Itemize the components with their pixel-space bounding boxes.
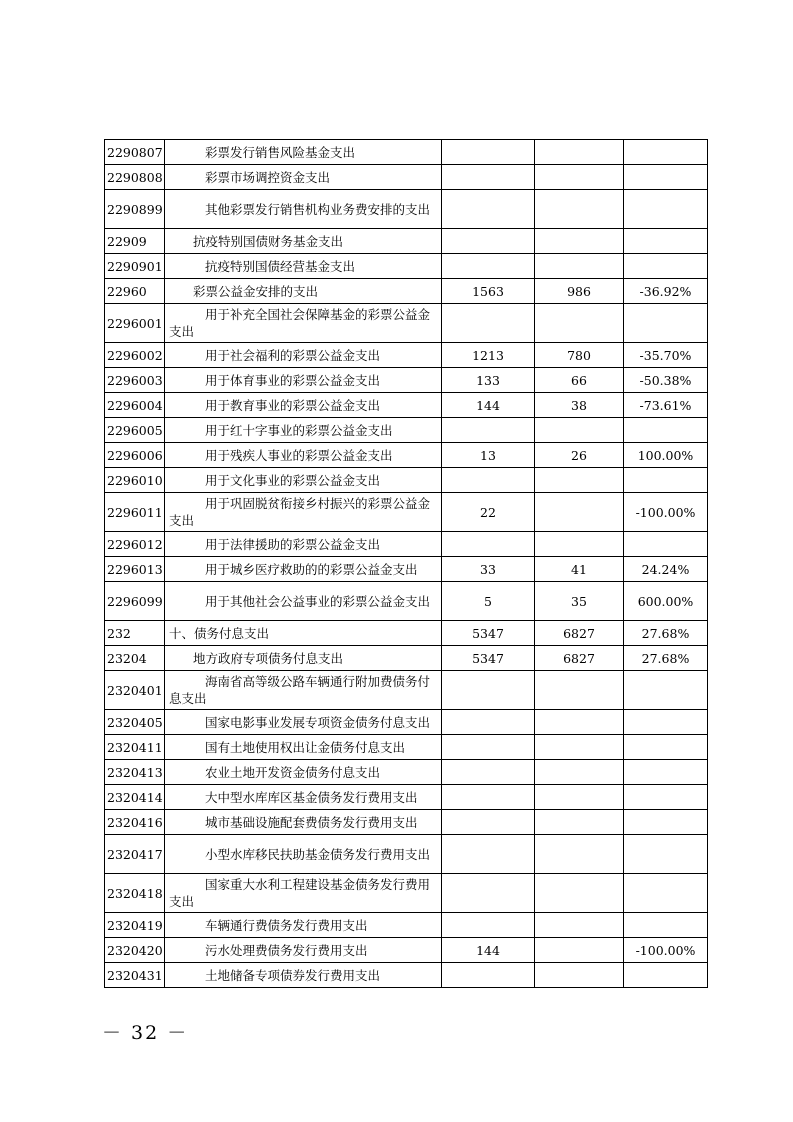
row-value-2-cell <box>535 874 624 913</box>
row-value-2-cell <box>535 671 624 710</box>
row-code-cell: 2320414 <box>105 785 165 810</box>
row-code-cell: 2296003 <box>105 368 165 393</box>
row-value-1-cell <box>442 810 535 835</box>
row-code-cell: 2320419 <box>105 913 165 938</box>
table-row <box>105 254 708 279</box>
row-value-2-cell <box>535 810 624 835</box>
row-value-2-cell <box>535 785 624 810</box>
row-code-cell: 2290901 <box>105 254 165 279</box>
row-change-cell <box>624 760 708 785</box>
row-change-cell: -100.00% <box>624 493 708 532</box>
row-name-cell: 抗疫特别国债财务基金支出 <box>165 229 442 254</box>
row-value-2-cell: 26 <box>535 443 624 468</box>
row-value-1-cell: 22 <box>442 493 535 532</box>
row-name-cell: 地方政府专项债务付息支出 <box>165 646 442 671</box>
table-row <box>105 493 708 532</box>
row-code-cell: 2320431 <box>105 963 165 988</box>
row-value-1-cell: 33 <box>442 557 535 582</box>
row-value-1-cell <box>442 835 535 874</box>
row-name-cell: 彩票发行销售风险基金支出 <box>165 140 442 165</box>
row-change-cell <box>624 165 708 190</box>
row-change-cell: 24.24% <box>624 557 708 582</box>
row-code-cell: 22960 <box>105 279 165 304</box>
row-value-2-cell <box>535 418 624 443</box>
row-value-2-cell: 66 <box>535 368 624 393</box>
row-code-cell: 23204 <box>105 646 165 671</box>
row-value-2-cell: 986 <box>535 279 624 304</box>
row-code-cell: 2296011 <box>105 493 165 532</box>
row-value-1-cell <box>442 140 535 165</box>
row-value-2-cell <box>535 760 624 785</box>
row-value-2-cell: 780 <box>535 343 624 368</box>
row-code-cell: 2320417 <box>105 835 165 874</box>
row-value-1-cell <box>442 468 535 493</box>
row-value-2-cell <box>535 229 624 254</box>
row-name-cell: 用于体育事业的彩票公益金支出 <box>165 368 442 393</box>
row-change-cell <box>624 710 708 735</box>
row-code-cell: 2320405 <box>105 710 165 735</box>
row-value-1-cell <box>442 760 535 785</box>
row-code-cell: 2296006 <box>105 443 165 468</box>
table-row <box>105 279 708 304</box>
row-change-cell <box>624 254 708 279</box>
row-code-cell: 2296099 <box>105 582 165 621</box>
row-change-cell: -35.70% <box>624 343 708 368</box>
table-body <box>105 140 708 988</box>
table-row <box>105 343 708 368</box>
row-change-cell <box>624 874 708 913</box>
table-row <box>105 646 708 671</box>
expenditure-table <box>104 139 708 988</box>
row-change-cell <box>624 671 708 710</box>
row-name-cell: 十、债务付息支出 <box>165 621 442 646</box>
row-value-1-cell: 5 <box>442 582 535 621</box>
row-name-cell: 用于补充全国社会保障基金的彩票公益金支出 <box>165 304 442 343</box>
row-value-2-cell <box>535 304 624 343</box>
row-value-2-cell <box>535 835 624 874</box>
row-change-cell: -73.61% <box>624 393 708 418</box>
row-value-1-cell: 144 <box>442 938 535 963</box>
table-row <box>105 735 708 760</box>
row-name-cell: 用于社会福利的彩票公益金支出 <box>165 343 442 368</box>
row-value-2-cell <box>535 468 624 493</box>
table-row <box>105 418 708 443</box>
row-value-1-cell <box>442 735 535 760</box>
row-change-cell <box>624 835 708 874</box>
row-value-1-cell <box>442 963 535 988</box>
row-value-1-cell <box>442 165 535 190</box>
row-value-2-cell <box>535 140 624 165</box>
row-value-1-cell <box>442 671 535 710</box>
row-code-cell: 2296002 <box>105 343 165 368</box>
row-change-cell <box>624 810 708 835</box>
row-value-1-cell <box>442 785 535 810</box>
table-row <box>105 140 708 165</box>
row-code-cell: 2296004 <box>105 393 165 418</box>
row-change-cell <box>624 190 708 229</box>
row-name-cell: 彩票市场调控资金支出 <box>165 165 442 190</box>
row-value-1-cell: 5347 <box>442 646 535 671</box>
row-value-1-cell <box>442 304 535 343</box>
row-code-cell: 2290807 <box>105 140 165 165</box>
row-value-2-cell <box>535 735 624 760</box>
row-value-1-cell: 13 <box>442 443 535 468</box>
table-row <box>105 671 708 710</box>
row-code-cell: 232 <box>105 621 165 646</box>
row-change-cell <box>624 418 708 443</box>
row-name-cell: 国家重大水利工程建设基金债务发行费用支出 <box>165 874 442 913</box>
row-change-cell: 100.00% <box>624 443 708 468</box>
row-name-cell: 城市基础设施配套费债务发行费用支出 <box>165 810 442 835</box>
row-name-cell: 大中型水库库区基金债务发行费用支出 <box>165 785 442 810</box>
row-name-cell: 污水处理费债务发行费用支出 <box>165 938 442 963</box>
table-row <box>105 229 708 254</box>
row-change-cell <box>624 735 708 760</box>
table-row <box>105 785 708 810</box>
table-row <box>105 368 708 393</box>
row-name-cell: 用于红十字事业的彩票公益金支出 <box>165 418 442 443</box>
table-row <box>105 760 708 785</box>
row-name-cell: 用于巩固脱贫衔接乡村振兴的彩票公益金支出 <box>165 493 442 532</box>
row-name-cell: 用于城乡医疗救助的的彩票公益金支出 <box>165 557 442 582</box>
row-value-1-cell <box>442 532 535 557</box>
row-change-cell: 27.68% <box>624 646 708 671</box>
row-change-cell <box>624 532 708 557</box>
row-value-2-cell <box>535 963 624 988</box>
row-value-1-cell <box>442 229 535 254</box>
row-value-2-cell <box>535 710 624 735</box>
row-value-2-cell <box>535 190 624 229</box>
row-name-cell: 土地储备专项债券发行费用支出 <box>165 963 442 988</box>
row-code-cell: 2296012 <box>105 532 165 557</box>
table-row <box>105 874 708 913</box>
row-value-1-cell <box>442 913 535 938</box>
row-value-1-cell <box>442 710 535 735</box>
row-change-cell <box>624 468 708 493</box>
row-code-cell: 2320401 <box>105 671 165 710</box>
table-row <box>105 835 708 874</box>
row-change-cell <box>624 913 708 938</box>
row-change-cell: -50.38% <box>624 368 708 393</box>
row-change-cell <box>624 229 708 254</box>
row-code-cell: 2320416 <box>105 810 165 835</box>
row-change-cell <box>624 785 708 810</box>
table-row <box>105 810 708 835</box>
row-name-cell: 海南省高等级公路车辆通行附加费债务付息支出 <box>165 671 442 710</box>
row-change-cell <box>624 140 708 165</box>
row-code-cell: 2320411 <box>105 735 165 760</box>
row-name-cell: 用于文化事业的彩票公益金支出 <box>165 468 442 493</box>
row-value-1-cell <box>442 190 535 229</box>
table-row <box>105 468 708 493</box>
row-code-cell: 2290808 <box>105 165 165 190</box>
row-value-2-cell <box>535 254 624 279</box>
row-name-cell: 用于其他社会公益事业的彩票公益金支出 <box>165 582 442 621</box>
row-value-1-cell <box>442 874 535 913</box>
row-value-1-cell <box>442 418 535 443</box>
row-value-2-cell <box>535 938 624 963</box>
row-value-2-cell <box>535 493 624 532</box>
row-value-1-cell: 144 <box>442 393 535 418</box>
row-value-2-cell: 41 <box>535 557 624 582</box>
row-name-cell: 抗疫特别国债经营基金支出 <box>165 254 442 279</box>
row-code-cell: 2296001 <box>105 304 165 343</box>
table-row <box>105 190 708 229</box>
row-code-cell: 2290899 <box>105 190 165 229</box>
table-row <box>105 443 708 468</box>
table-row <box>105 938 708 963</box>
row-value-2-cell <box>535 532 624 557</box>
table-row <box>105 532 708 557</box>
row-code-cell: 2320418 <box>105 874 165 913</box>
row-value-1-cell: 5347 <box>442 621 535 646</box>
row-change-cell: -100.00% <box>624 938 708 963</box>
page-number: － 32 － <box>102 1022 189 1044</box>
table-row <box>105 621 708 646</box>
row-name-cell: 国有土地使用权出让金债务付息支出 <box>165 735 442 760</box>
row-name-cell: 国家电影事业发展专项资金债务付息支出 <box>165 710 442 735</box>
row-code-cell: 22909 <box>105 229 165 254</box>
row-name-cell: 农业土地开发资金债务付息支出 <box>165 760 442 785</box>
row-name-cell: 用于教育事业的彩票公益金支出 <box>165 393 442 418</box>
row-value-2-cell <box>535 913 624 938</box>
table-row <box>105 393 708 418</box>
row-name-cell: 小型水库移民扶助基金债务发行费用支出 <box>165 835 442 874</box>
row-name-cell: 彩票公益金安排的支出 <box>165 279 442 304</box>
row-name-cell: 用于残疾人事业的彩票公益金支出 <box>165 443 442 468</box>
row-value-1-cell: 1563 <box>442 279 535 304</box>
table-row <box>105 557 708 582</box>
table-row <box>105 913 708 938</box>
row-name-cell: 用于法律援助的彩票公益金支出 <box>165 532 442 557</box>
table-row <box>105 165 708 190</box>
row-change-cell: 600.00% <box>624 582 708 621</box>
row-value-1-cell: 1213 <box>442 343 535 368</box>
row-change-cell: 27.68% <box>624 621 708 646</box>
table-row <box>105 963 708 988</box>
row-name-cell: 其他彩票发行销售机构业务费安排的支出 <box>165 190 442 229</box>
row-value-2-cell: 6827 <box>535 646 624 671</box>
row-value-1-cell <box>442 254 535 279</box>
row-value-2-cell: 6827 <box>535 621 624 646</box>
row-value-2-cell <box>535 165 624 190</box>
row-value-1-cell: 133 <box>442 368 535 393</box>
row-code-cell: 2320413 <box>105 760 165 785</box>
row-code-cell: 2296005 <box>105 418 165 443</box>
table-row <box>105 582 708 621</box>
row-code-cell: 2296010 <box>105 468 165 493</box>
table-row <box>105 304 708 343</box>
row-value-2-cell: 35 <box>535 582 624 621</box>
row-change-cell: -36.92% <box>624 279 708 304</box>
row-name-cell: 车辆通行费债务发行费用支出 <box>165 913 442 938</box>
row-code-cell: 2320420 <box>105 938 165 963</box>
row-change-cell <box>624 963 708 988</box>
row-value-2-cell: 38 <box>535 393 624 418</box>
row-code-cell: 2296013 <box>105 557 165 582</box>
row-change-cell <box>624 304 708 343</box>
table-row <box>105 710 708 735</box>
